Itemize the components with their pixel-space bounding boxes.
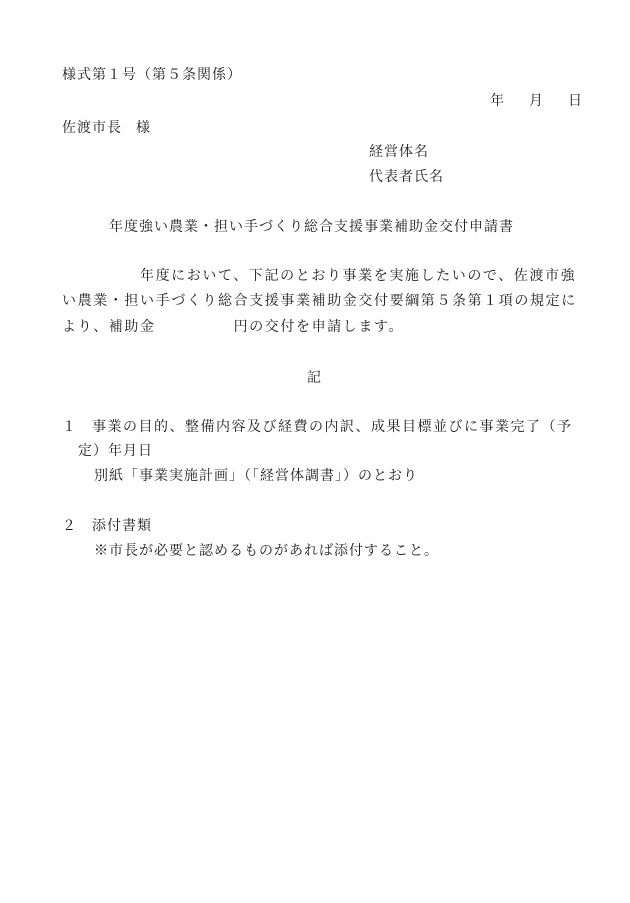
addressee: [62, 118, 151, 138]
item-2-number: ２: [62, 518, 77, 534]
item-1-line-1: [62, 417, 573, 437]
body-line-3: [62, 317, 404, 337]
date-year-label: 年: [490, 93, 505, 109]
date-month-label: 月: [529, 93, 544, 109]
body-line-3-after-amount: 円の交付を申請します。: [233, 319, 405, 335]
body-line-1: 年度において、下記のとおり事業を実施したいので、佐渡市強: [140, 268, 577, 284]
addressee-name: 佐渡市長: [62, 120, 122, 136]
item-1-line-2: 定）年月日: [78, 443, 153, 459]
item-2-line-1: [62, 516, 152, 536]
item-1-number: １: [62, 419, 78, 435]
item-2-line-2: ※市長が必要と認めるものがあれば添付すること。: [94, 543, 439, 559]
document-title: 年度強い農業・担い手づくり総合支援事業補助金交付申請書: [109, 219, 514, 235]
date-line: [490, 91, 583, 111]
date-day-label: 日: [568, 93, 583, 109]
ki-heading: 記: [307, 370, 322, 386]
representative-name-label: 代表者氏名: [369, 169, 444, 185]
entity-name-label: 経営体名: [369, 144, 429, 160]
body-line-3-before-amount: より、補助金: [62, 319, 156, 335]
body-line-2: い農業・担い手づくり総合支援事業補助金交付要綱第５条第１項の規定に: [62, 293, 577, 309]
item-1-line-3: 別紙「事業実施計画」（「経営体調書」）のとおり: [94, 468, 418, 484]
item-1-text: 事業の目的、整備内容及び経費の内訳、成果目標並びに事業完了（予: [92, 419, 573, 435]
addressee-honorific: 様: [136, 120, 151, 136]
item-2-text: 添付書類: [92, 518, 152, 534]
form-number: 様式第１号（第５条関係）: [62, 67, 242, 83]
